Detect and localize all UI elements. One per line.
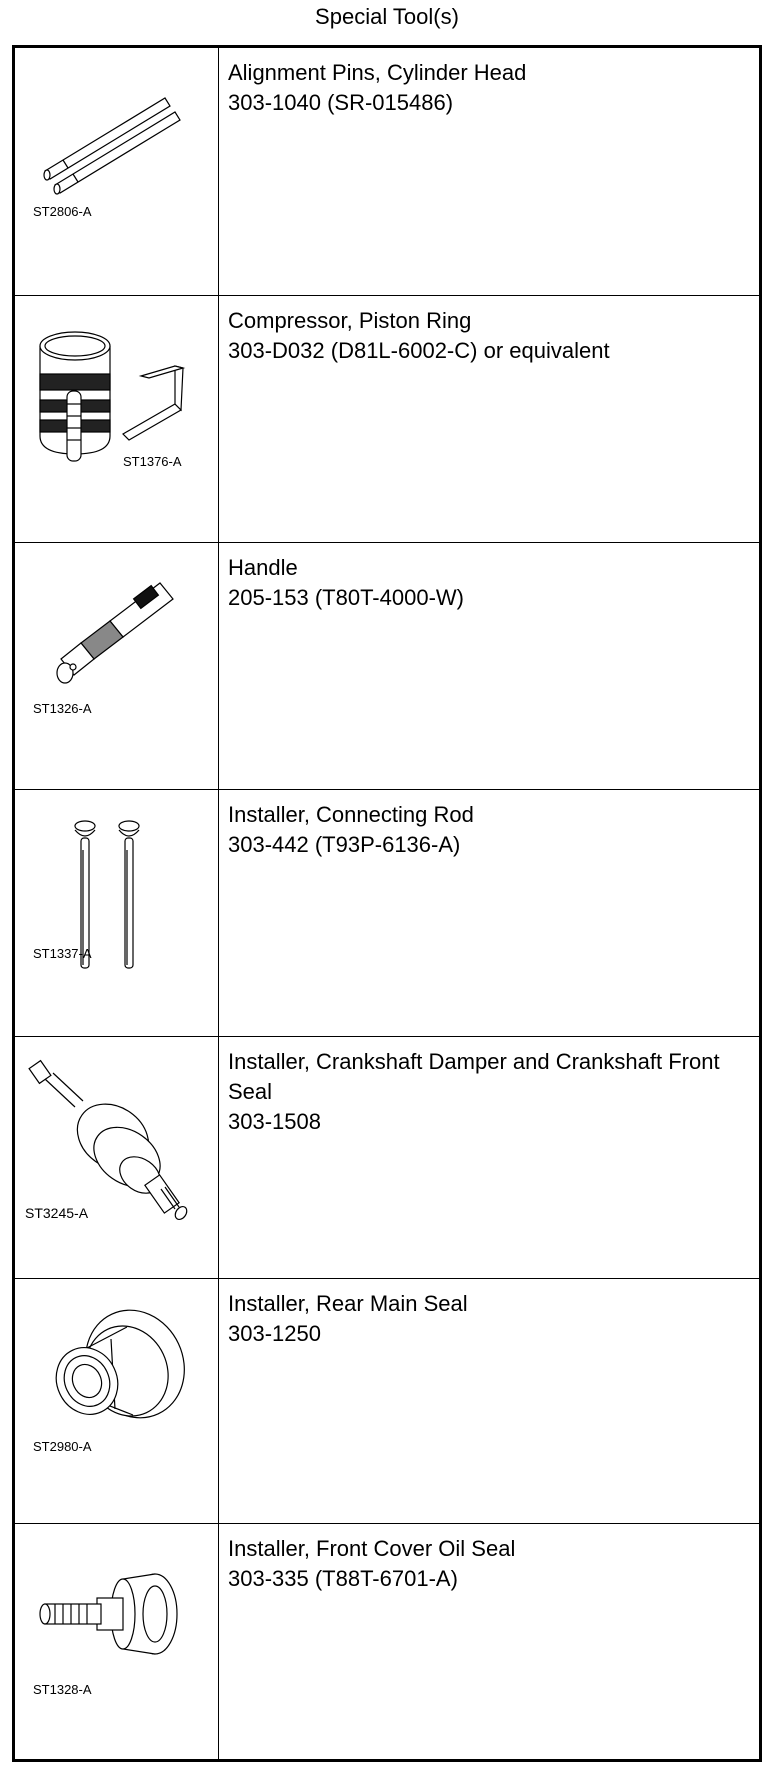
tool-code: ST3245-A xyxy=(25,1205,89,1221)
table-row xyxy=(15,1037,759,1279)
crankshaft-damper-installer-icon xyxy=(15,1037,218,1283)
tool-part-number: 205-153 (T80T-4000-W) xyxy=(228,585,464,610)
rear-main-seal-installer-icon xyxy=(15,1279,218,1525)
tool-code: ST2806-A xyxy=(33,204,92,219)
front-cover-oil-seal-installer-icon xyxy=(15,1524,218,1770)
table-row xyxy=(15,1524,759,1759)
tool-part-number: 303-335 (T88T-6701-A) xyxy=(228,1566,458,1591)
tool-part-number: 303-D032 (D81L-6002-C) or equivalent xyxy=(228,338,610,363)
tool-name: Handle xyxy=(228,555,298,580)
tool-code: ST1337-A xyxy=(33,946,92,961)
table-row xyxy=(15,1279,759,1524)
tool-part-number: 303-1250 xyxy=(228,1321,321,1346)
tool-image-cell xyxy=(15,48,219,295)
tool-description xyxy=(220,48,759,295)
page-title: Special Tool(s) xyxy=(315,4,459,29)
tool-image-cell xyxy=(15,543,219,789)
tool-description xyxy=(220,1037,759,1278)
tool-name: Installer, Rear Main Seal xyxy=(228,1291,468,1316)
special-tools-table xyxy=(12,45,762,1762)
tool-image-cell xyxy=(15,790,219,1036)
tool-part-number: 303-1508 xyxy=(228,1109,321,1134)
table-row xyxy=(15,543,759,790)
tool-description xyxy=(220,296,759,542)
tool-name: Installer, Connecting Rod xyxy=(228,802,474,827)
tool-description xyxy=(220,790,759,1036)
tool-code: ST1326-A xyxy=(33,701,92,716)
tool-part-number: 303-1040 (SR-015486) xyxy=(228,90,454,115)
tool-name: Installer, Front Cover Oil Seal xyxy=(228,1536,516,1561)
tool-image-cell xyxy=(15,1524,219,1759)
table-row xyxy=(15,48,759,296)
tool-name: Alignment Pins, Cylinder Head xyxy=(228,60,527,85)
tool-image-cell xyxy=(15,1279,219,1523)
tool-code: ST1376-A xyxy=(123,454,182,469)
tool-name: Installer, Crankshaft Damper and Crankshaft Front Seal xyxy=(228,1049,720,1104)
tool-name: Compressor, Piston Ring xyxy=(228,308,472,333)
piston-ring-compressor-icon xyxy=(15,296,218,542)
tool-description xyxy=(220,1279,759,1523)
tool-code: ST1328-A xyxy=(33,1682,92,1697)
tool-description xyxy=(220,543,759,789)
table-row xyxy=(15,296,759,543)
tool-image-cell xyxy=(15,1037,219,1278)
tool-image-cell xyxy=(15,296,219,542)
connecting-rod-installer-icon xyxy=(15,790,218,1036)
tool-description xyxy=(220,1524,759,1759)
tool-code: ST2980-A xyxy=(33,1439,92,1454)
handle-icon xyxy=(15,543,218,789)
alignment-pins-icon xyxy=(15,48,218,294)
table-row xyxy=(15,790,759,1037)
tool-part-number: 303-442 (T93P-6136-A) xyxy=(228,832,461,857)
